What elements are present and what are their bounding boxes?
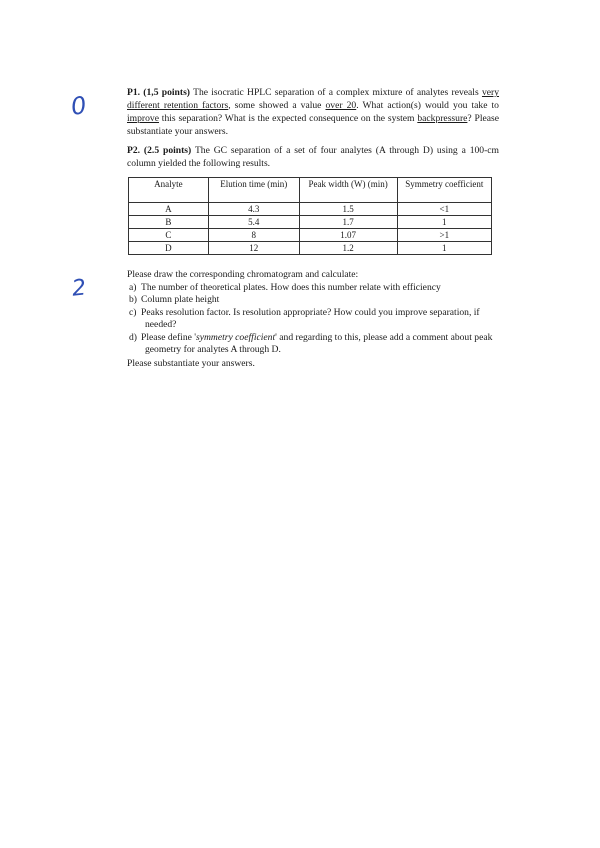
cell-elution: 12 xyxy=(208,242,299,255)
cell-analyte: B xyxy=(129,216,209,229)
list-item xyxy=(129,331,499,357)
list-item xyxy=(129,294,499,307)
cell-width: 1.5 xyxy=(299,203,397,216)
problem-2-text: The GC separation of a set of four analytes (A through D) using a 100-cm column yielded the following results. xyxy=(127,145,500,169)
cell-analyte: D xyxy=(129,242,209,255)
item-term: symmetry coefficient xyxy=(196,331,276,343)
header-analyte: Analyte xyxy=(129,178,209,203)
table-row xyxy=(129,242,492,255)
item-letter: b) xyxy=(129,294,137,305)
handwritten-score-p1: 0 xyxy=(69,91,89,121)
header-symmetry: Symmetry coefficient xyxy=(397,178,491,203)
item-letter: d) xyxy=(129,331,137,343)
item-text-b: ' and regarding to this, please add a comment about peak geometry for analytes A through D. xyxy=(145,331,493,355)
problem-1-text-e: ? Please substantiate your answers. xyxy=(127,113,499,137)
item-text: Column plate height xyxy=(141,294,220,305)
problem-1-text-b: , some showed a value xyxy=(228,100,326,111)
cell-width: 1.2 xyxy=(299,242,397,255)
problem-1-underline-over20: over 20 xyxy=(325,100,357,111)
cell-width: 1.7 xyxy=(299,216,397,229)
table-row xyxy=(129,229,492,242)
cell-width: 1.07 xyxy=(299,229,397,242)
problem-1-text-a: The isocratic HPLC separation of a complex mixture of analytes reveals xyxy=(190,87,482,98)
cell-elution: 5.4 xyxy=(208,216,299,229)
instructions-block xyxy=(127,269,499,370)
cell-elution: 4.3 xyxy=(208,203,299,216)
item-text-a: Please define ' xyxy=(141,331,197,343)
cell-analyte: A xyxy=(129,203,209,216)
cell-symmetry: 1 xyxy=(397,242,491,255)
problem-1-text-d: this separation? What is the expected consequence on the system xyxy=(158,113,418,124)
cell-symmetry: 1 xyxy=(397,216,491,229)
cell-elution: 8 xyxy=(208,229,299,242)
list-item xyxy=(129,281,499,295)
problem-2 xyxy=(127,144,499,170)
item-text: Peaks resolution factor. Is resolution appropriate? How could you improve separation, if needed? xyxy=(141,306,480,330)
item-text: The number of theoretical plates. How does this number relate with efficiency xyxy=(141,281,441,293)
table-header-row xyxy=(129,178,492,203)
closing-line: Please substantiate your answers. xyxy=(127,357,255,369)
problem-1-underline-improve: improve xyxy=(127,113,159,124)
item-letter: c) xyxy=(129,306,137,318)
instructions-intro: Please draw the corresponding chromatogram and calculate: xyxy=(127,269,359,280)
problem-1-underline-backpressure: backpressure xyxy=(417,113,468,124)
cell-symmetry: >1 xyxy=(397,229,491,242)
problem-1-label: P1. (1,5 points) xyxy=(127,87,191,98)
problem-2-label: P2. (2.5 points) xyxy=(127,145,192,156)
table-row xyxy=(129,203,492,216)
handwritten-score-p2: 2 xyxy=(70,275,88,302)
list-item xyxy=(129,306,499,332)
cell-symmetry: <1 xyxy=(397,203,491,216)
problem-1-underline-retention: very different retention factors xyxy=(127,87,500,111)
problem-1-text-c: . What action(s) would you take to xyxy=(356,100,499,111)
table-row xyxy=(129,216,492,229)
results-table xyxy=(128,177,492,255)
item-letter: a) xyxy=(129,281,137,293)
cell-analyte: C xyxy=(129,229,209,242)
problem-1 xyxy=(127,86,499,138)
question-list xyxy=(127,282,499,357)
header-peak-width: Peak width (W) (min) xyxy=(299,178,397,203)
header-elution-time: Elution time (min) xyxy=(208,178,299,203)
